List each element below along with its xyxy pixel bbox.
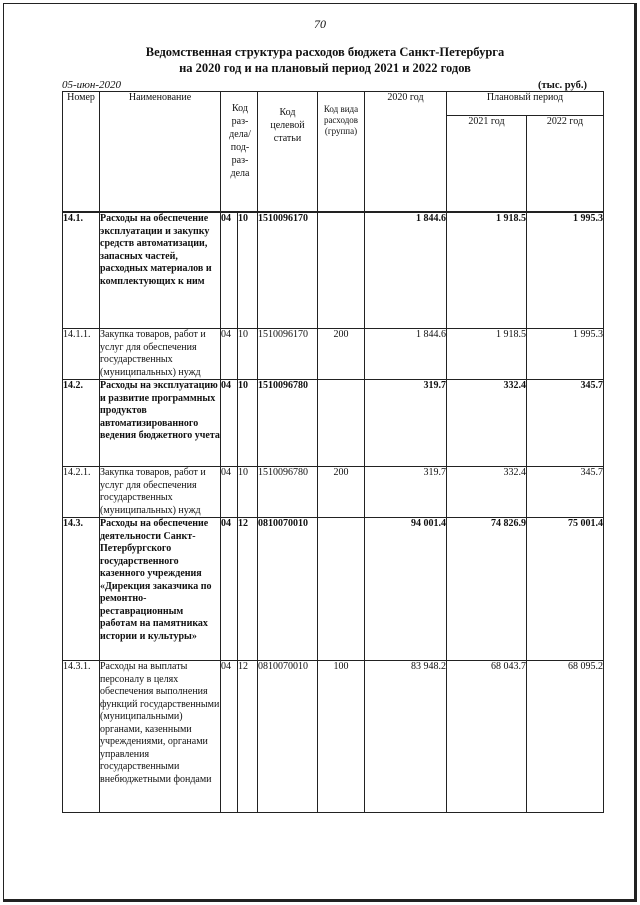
row-expense-kind: 200 — [318, 329, 365, 380]
row-value-2021: 1 918.5 — [447, 329, 527, 380]
row-value-2021: 68 043.7 — [447, 661, 527, 813]
row-section: 04 — [221, 467, 238, 518]
header-year-2020: 2020 год — [365, 92, 447, 212]
header-name: Наименование — [100, 92, 221, 212]
row-target-code: 0810070010 — [258, 661, 318, 813]
row-value-2021: 332.4 — [447, 467, 527, 518]
row-value-2021: 1 918.5 — [447, 213, 527, 329]
row-value-2020: 319.7 — [365, 380, 447, 467]
row-number: 14.2. — [63, 380, 100, 467]
table-row — [63, 518, 604, 661]
row-value-2020: 83 948.2 — [365, 661, 447, 813]
row-target-code: 1510096780 — [258, 467, 318, 518]
row-name: Расходы на обеспечение деятельности Санкт-Петербургского государственного казенного учреждения «Дирекция заказчика по ремонтно-реставрационным работам на памятниках истории и культуры» — [100, 518, 221, 661]
row-expense-kind — [318, 213, 365, 329]
row-name: Расходы на обеспечение эксплуатации и закупку средств автоматизации, запасных частей, расходных материалов и комплектующих к ним — [100, 213, 221, 329]
row-expense-kind — [318, 380, 365, 467]
row-name: Закупка товаров, работ и услуг для обеспечения государственных (муниципальных) нужд — [100, 467, 221, 518]
table-row — [63, 329, 604, 380]
header-section-code — [221, 92, 258, 212]
header-target-code — [258, 92, 318, 212]
row-name: Закупка товаров, работ и услуг для обеспечения государственных (муниципальных) нужд — [100, 329, 221, 380]
table-row — [63, 380, 604, 467]
title-line-1: Ведомственная структура расходов бюджета Санкт-Петербурга — [145, 45, 505, 59]
row-section: 04 — [221, 518, 238, 661]
header-section-code-label: Код раз-дела/ под-раз-дела — [229, 103, 251, 179]
row-section: 04 — [221, 213, 238, 329]
document-date: 05-июн-2020 — [62, 79, 122, 91]
header-year-2021: 2021 год — [447, 116, 527, 212]
row-value-2022: 1 995.3 — [527, 329, 604, 380]
header-target-code-label: Код целевой статьи — [270, 107, 305, 144]
row-target-code: 1510096170 — [258, 329, 318, 380]
table-row — [63, 467, 604, 518]
row-number: 14.2.1. — [63, 467, 100, 518]
row-section: 04 — [221, 329, 238, 380]
document-title — [60, 44, 590, 76]
page-number: 70 — [314, 17, 326, 31]
row-target-code: 1510096170 — [258, 213, 318, 329]
row-value-2020: 1 844.6 — [365, 213, 447, 329]
row-expense-kind: 100 — [318, 661, 365, 813]
row-value-2020: 94 001.4 — [365, 518, 447, 661]
row-value-2022: 345.7 — [527, 467, 604, 518]
table-body — [63, 213, 604, 813]
row-value-2021: 332.4 — [447, 380, 527, 467]
row-subsection: 10 — [238, 467, 258, 518]
units-label: (тыс. руб.) — [538, 80, 587, 91]
header-planned-period: Плановый период — [447, 92, 604, 116]
row-subsection: 10 — [238, 213, 258, 329]
row-expense-kind: 200 — [318, 467, 365, 518]
row-value-2022: 345.7 — [527, 380, 604, 467]
row-name: Расходы на эксплуатацию и развитие программных продуктов автоматизированного ведения бюджетного учета — [100, 380, 221, 467]
row-value-2022: 68 095.2 — [527, 661, 604, 813]
header-expense-kind — [318, 92, 365, 212]
budget-table — [62, 91, 604, 813]
row-section: 04 — [221, 661, 238, 813]
row-name: Расходы на выплаты персоналу в целях обеспечения выполнения функций государственными (муниципальными) органами, казенными учреждениями, органами управления государственными внебюджетными фондами — [100, 661, 221, 813]
header-expense-kind-label: Код вида расходов (группа) — [323, 104, 359, 136]
row-expense-kind — [318, 518, 365, 661]
row-subsection: 12 — [238, 518, 258, 661]
row-subsection: 10 — [238, 380, 258, 467]
row-target-code: 0810070010 — [258, 518, 318, 661]
header-number: Номер — [63, 92, 100, 212]
row-value-2020: 1 844.6 — [365, 329, 447, 380]
row-number: 14.3. — [63, 518, 100, 661]
title-line-2: на 2020 год и на плановый период 2021 и 2022 годов — [179, 61, 471, 75]
row-subsection: 12 — [238, 661, 258, 813]
row-number: 14.3.1. — [63, 661, 100, 813]
row-number: 14.1.1. — [63, 329, 100, 380]
row-section: 04 — [221, 380, 238, 467]
row-target-code: 1510096780 — [258, 380, 318, 467]
header-year-2022: 2022 год — [527, 116, 604, 212]
row-number: 14.1. — [63, 213, 100, 329]
row-value-2021: 74 826.9 — [447, 518, 527, 661]
row-subsection: 10 — [238, 329, 258, 380]
table-row — [63, 661, 604, 813]
table-row — [63, 213, 604, 329]
row-value-2020: 319.7 — [365, 467, 447, 518]
row-value-2022: 1 995.3 — [527, 213, 604, 329]
row-value-2022: 75 001.4 — [527, 518, 604, 661]
